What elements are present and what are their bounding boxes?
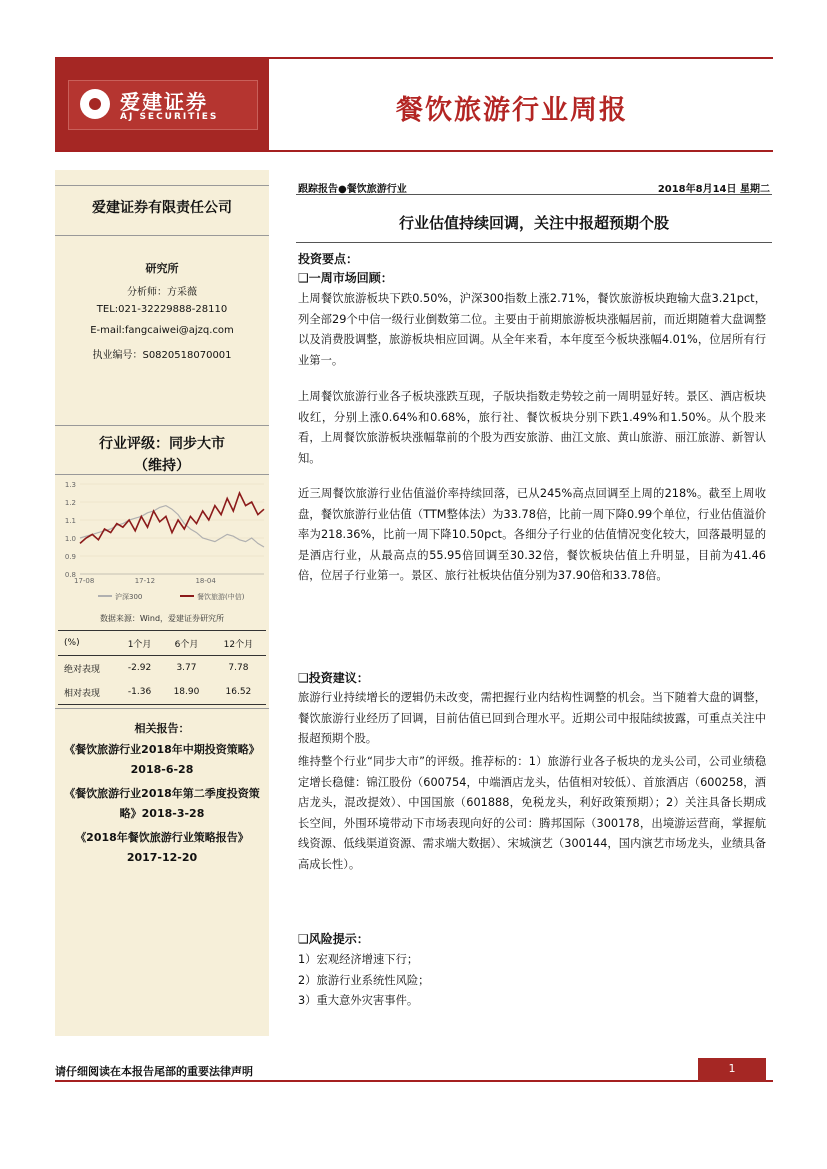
table-cell: 16.52 [211, 680, 266, 705]
table-header-cell: 1个月 [117, 631, 162, 656]
table-row [58, 680, 266, 705]
title-divider [296, 242, 772, 243]
rating-status: （维持） [134, 458, 190, 474]
logo-icon [80, 89, 110, 119]
table-header-cell: 6个月 [162, 631, 211, 656]
chart-x-tick-label: 17-08 [74, 577, 95, 585]
meta-divider [296, 194, 772, 195]
report-category: 跟踪报告●餐饮旅游行业 [298, 184, 407, 195]
investment-advice-heading: ❑投资建议： [298, 671, 369, 685]
performance-table [58, 630, 266, 705]
chart-series-line [80, 493, 264, 543]
department: 研究所 [145, 262, 179, 275]
chart-y-tick-label: 1.2 [64, 499, 76, 507]
industry-rating [55, 433, 269, 477]
paragraph-text: 近三周餐饮旅游行业估值溢价率持续回落，已从245%高点回调至上周的218%。截至上周收盘，餐饮旅游行业估值（TTM整体法）为33.78倍，比前一周下降0.99个单位，行业估值溢价率为218.36%，比前一周下降10.50pct。各细分子行业的估值情况变化较大，回落最明显的是酒店行业，从最高点的55.95倍回调至30.32倍，餐饮板块估值上升明显，目前为41.46倍，位居子行业第一。景区、旅行社板块估值分别为37.90倍和33.78倍。 [298, 487, 766, 582]
analyst-tel: TEL:021-32229888-28110 [96, 304, 228, 315]
paragraph-text: 上周餐饮旅游行业各子板块涨跌互现，子版块指数走势较之前一周明显好转。景区、酒店板块收红，分别上涨0.64%和0.68%，旅行社、餐饮板块分别下跌1.49%和1.50%。从个股来看，上周餐饮旅游板块涨幅靠前的个股为西安旅游、曲江文旅、黄山旅游、丽江旅游、新智认知。 [298, 390, 766, 465]
table-cell: 7.78 [228, 663, 249, 673]
logo-text-en: AJ SECURITIES [120, 112, 219, 122]
table-header-cell: 12个月 [211, 631, 266, 656]
related-report-link[interactable]: 《餐饮旅游行业2018年中期投资策略》2018-6-28 [64, 743, 260, 776]
chart-x-tick-label: 17-12 [134, 577, 156, 585]
list-item: 1）宏观经济增速下行； [298, 953, 419, 966]
advice-paragraph [298, 688, 766, 750]
table-cell: -1.36 [117, 680, 162, 705]
table-cell: 3.77 [176, 663, 197, 673]
legal-disclaimer: 请仔细阅读在本报告尾部的重要法律声明 [55, 1065, 253, 1078]
report-title: 餐饮旅游行业周报 [396, 95, 628, 126]
table-header-cell: (%) [58, 631, 117, 656]
list-item: 2）旅游行业系统性风险； [298, 973, 430, 987]
chart-legend-label: 餐饮旅游(中信) [197, 593, 245, 601]
chart-y-tick-label: 0.8 [64, 571, 76, 579]
valuation-paragraph [298, 484, 766, 587]
key-points-heading: 投资要点： [298, 252, 359, 266]
table-row [58, 656, 266, 681]
paragraph-text: 旅游行业持续增长的逻辑仍未改变，需把握行业内结构性调整的机会。当下随着大盘的调整，餐饮旅游行业经历了回调，目前估值已回到合理水平。近期公司中报陆续披露，可重点关注中报超预期个股。 [298, 691, 766, 745]
table-cell: -2.92 [127, 663, 152, 673]
license-number: 执业编号：S0820518070001 [92, 350, 232, 361]
related-report-link[interactable]: 《餐饮旅游行业2018年第二季度投资策略》2018-3-28 [64, 787, 260, 820]
performance-chart [58, 478, 268, 608]
sidebar-divider [55, 185, 269, 186]
market-review-paragraph [298, 289, 766, 371]
chart-x-tick-label: 18-04 [195, 577, 216, 585]
chart-y-tick-label: 0.9 [64, 553, 76, 561]
header-bottom-rule [55, 150, 773, 152]
report-date: 2018年8月14日 星期二 [657, 184, 770, 195]
chart-legend-label: 沪深300 [115, 593, 143, 601]
related-report-link[interactable]: 《2018年餐饮旅游行业策略报告》2017-12-20 [75, 831, 249, 864]
rating-label: 行业评级：同步大市 [99, 436, 225, 452]
risk-list [298, 950, 766, 1012]
market-review-heading: ❑一周市场回顾： [298, 271, 393, 285]
paragraph-text: 维持整个行业“同步大市”的评级。推荐标的：1）旅游行业各子板块的龙头公司，公司业绩稳定增长稳健：锦江股份（600754，中端酒店龙头，估值相对较低）、首旅酒店（600258，酒店龙头，混改提效）、中国国旅（601888，免税龙头，利好政策预期）；2）关注具备长期成长空间，外围环境带动下市场表现向好的公司：腾邦国际（300178，出境游运营商，掌握航线资源、低线渠道资源、需求端大数据）、宋城演艺（300144，国内演艺市场龙头，业绩具备高成长性）。 [298, 755, 766, 871]
sidebar-divider [55, 474, 269, 475]
company-name: 爱建证券有限责任公司 [92, 200, 232, 216]
chart-y-tick-label: 1.0 [64, 535, 76, 543]
article-title: 行业估值持续回调，关注中报超预期个股 [398, 214, 669, 232]
logo-text-cn: 爱建证券 [120, 90, 208, 114]
chart-series-line [80, 506, 264, 547]
analyst-name: 分析师：方采薇 [127, 287, 197, 298]
paragraph-text: 上周餐饮旅游板块下跌0.50%，沪深300指数上涨2.71%，餐饮旅游板块跑输大盘3.21pct，列全部29个中信一级行业倒数第二位。主要由于前期旅游板块涨幅居前，而近期随着大盘调整以及消费股调整，旅游板块相应回调。从全年来看，本年度至今板块涨幅4.01%，位居所有行业第一。 [298, 292, 766, 367]
chart-y-tick-label: 1.3 [64, 481, 76, 489]
table-cell: 18.90 [162, 680, 211, 705]
recommendation-paragraph [298, 752, 766, 875]
related-reports-title: 相关报告： [134, 722, 190, 735]
page-number: 1 [728, 1062, 736, 1075]
list-item: 3）重大意外灾害事件。 [298, 994, 419, 1007]
chart-y-tick-label: 1.1 [64, 517, 76, 525]
footer-rule [55, 1080, 773, 1082]
sector-review-paragraph [298, 387, 766, 469]
chart-source: 数据来源：Wind，爱建证券研究所 [99, 614, 225, 623]
sidebar-divider [55, 235, 269, 236]
risk-heading: ❑风险提示： [298, 932, 369, 946]
table-cell: 绝对表现 [64, 664, 101, 675]
analyst-email[interactable]: E-mail:fangcaiwei@ajzq.com [90, 325, 234, 336]
sidebar-divider [55, 708, 269, 709]
sidebar-divider [55, 425, 269, 426]
table-cell: 相对表现 [58, 680, 117, 705]
table-header-row [58, 631, 266, 656]
